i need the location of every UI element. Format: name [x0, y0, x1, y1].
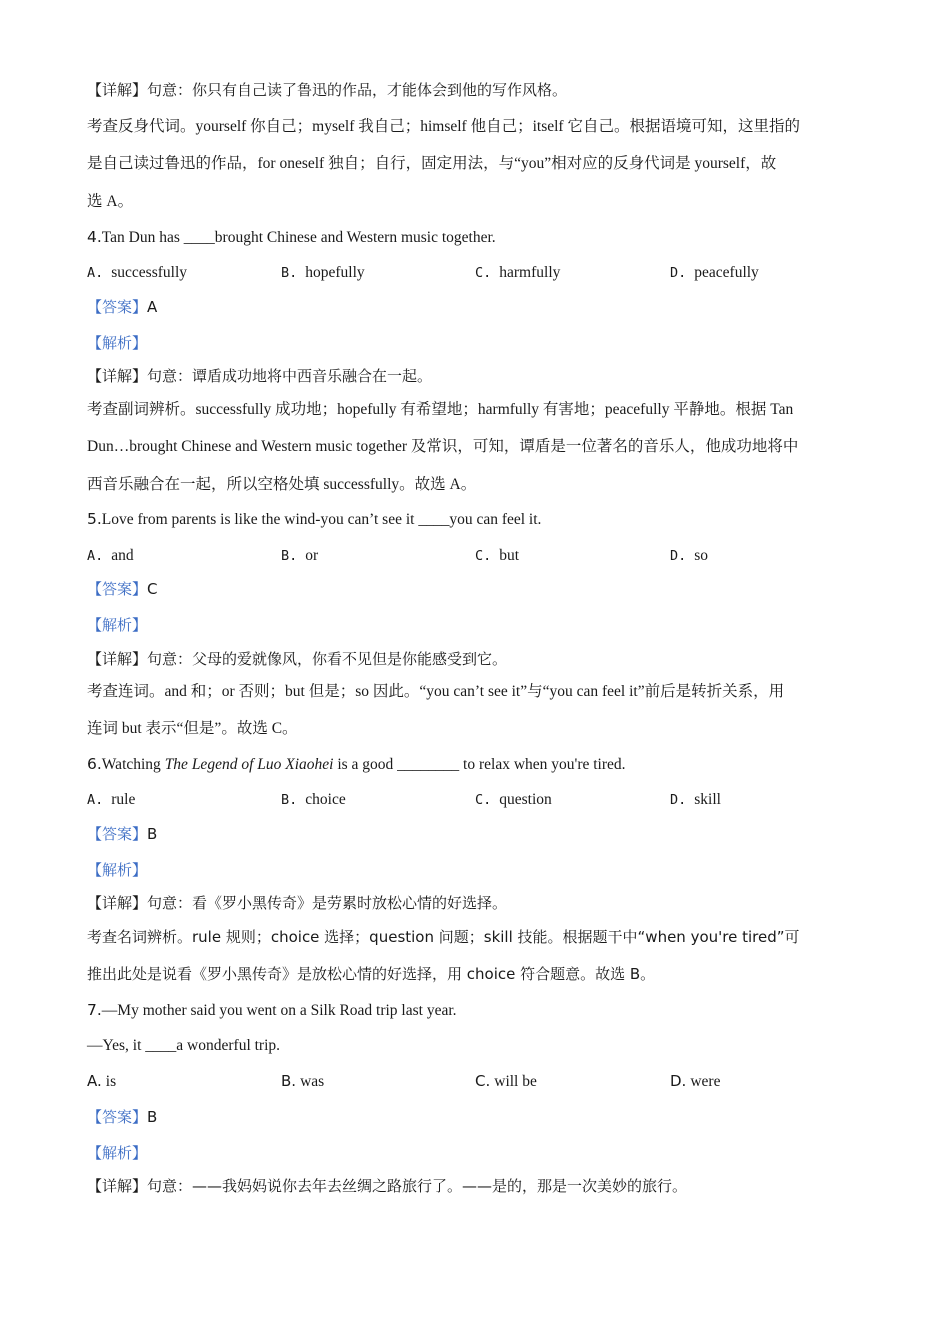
- q4-analysis-line-2: Dun…brought Chinese and Western music together 及常识，可知，谭盾是一位著名的音乐人，他成功地将中: [87, 438, 799, 455]
- answer-label: 【答案】: [87, 1108, 148, 1126]
- option-a: A. and: [87, 547, 134, 564]
- detail-label: 【详解】: [87, 367, 148, 385]
- q6-stem: [87, 753, 867, 776]
- detail-text: 句意：你只有自己读了鲁迅的作品，才能体会到他的写作风格。: [147, 81, 568, 99]
- q6-options: [87, 789, 867, 811]
- option-d: D. skill: [670, 791, 721, 808]
- q7-answer: [87, 1106, 867, 1128]
- q6-detail: [87, 892, 867, 914]
- option-c: C. question: [475, 791, 552, 808]
- detail-label: 【详解】: [87, 81, 148, 99]
- detail-label: 【详解】: [87, 650, 148, 668]
- q7-detail: [87, 1175, 867, 1197]
- option-d: D. peacefully: [670, 264, 759, 281]
- question-text-pre: Watching: [101, 756, 165, 773]
- answer-label: 【答案】: [87, 580, 148, 598]
- q6-analysis-line-2: 推出此处是说看《罗小黑传奇》是放松心情的好选择，用 choice 符合题意。故选 B。: [87, 965, 656, 983]
- option-c: C. harmfully: [475, 264, 561, 281]
- q4-analysis-line-1: 考查副词辨析。successfully 成功地；hopefully 有希望地；harmfully 有害地；peacefully 平静地。根据 Tan: [87, 401, 794, 418]
- q3-analysis-line-2: 是自己读过鲁迅的作品，for oneself 独自；自行，固定用法，与“you”相对应的反身代词是 yourself，故: [87, 155, 777, 172]
- option-c: C. will be: [475, 1072, 537, 1090]
- q5-analysis-line-1: 考查连词。and 和；or 否则；but 但是；so 因此。“you can’t see it”与“you can feel it”前后是转折关系，用: [87, 683, 785, 700]
- answer-value: B: [147, 825, 158, 843]
- question-text: —My mother said you went on a Silk Road trip last year.: [101, 1002, 457, 1019]
- detail-label: 【详解】: [87, 894, 148, 912]
- q4-options: [87, 262, 867, 284]
- answer-label: 【答案】: [87, 298, 148, 316]
- detail-text: 句意：谭盾成功地将中西音乐融合在一起。: [147, 367, 433, 385]
- detail-label: 【详解】: [87, 1177, 148, 1195]
- q3-analysis-line-3: 选 A。: [87, 193, 134, 210]
- option-b: B. hopefully: [281, 264, 365, 281]
- q6-answer: [87, 823, 867, 845]
- q5-answer: [87, 578, 867, 600]
- option-d: D. so: [670, 547, 709, 564]
- movie-title: The Legend of Luo Xiaohei: [164, 756, 334, 773]
- question-number: 7.: [87, 1001, 102, 1019]
- detail-text: 句意：看《罗小黑传奇》是劳累时放松心情的好选择。: [147, 894, 508, 912]
- question-number: 5.: [87, 510, 102, 528]
- question-text: Tan Dun has ____brought Chinese and Western music together.: [101, 229, 496, 246]
- q6-analysis-label: 【解析】: [87, 861, 148, 879]
- answer-value: A: [147, 298, 158, 316]
- answer-value: C: [147, 580, 158, 598]
- q5-stem: [87, 508, 867, 531]
- q4-stem: [87, 226, 867, 249]
- option-c: C. but: [475, 547, 520, 564]
- question-number: 6.: [87, 755, 102, 773]
- q7-options: [87, 1070, 867, 1092]
- question-text-post: is a good ________ to relax when you're tired.: [333, 756, 626, 773]
- q4-answer: [87, 296, 867, 318]
- question-text: Love from parents is like the wind-you can’t see it ____you can feel it.: [101, 511, 542, 528]
- q7-stem-line-1: [87, 999, 867, 1022]
- detail-text: 句意：——我妈妈说你去年去丝绸之路旅行了。——是的，那是一次美妙的旅行。: [147, 1177, 688, 1195]
- question-number: 4.: [87, 228, 102, 246]
- q5-options: [87, 545, 867, 567]
- q7-stem-line-2: —Yes, it ____a wonderful trip.: [87, 1037, 281, 1054]
- answer-label: 【答案】: [87, 825, 148, 843]
- q3-analysis-line-1: 考查反身代词。yourself 你自己；myself 我自己；himself 他自己；itself 它自己。根据语境可知，这里指的: [87, 118, 800, 135]
- option-b: B. choice: [281, 791, 346, 808]
- answer-value: B: [147, 1108, 158, 1126]
- option-a: A. successfully: [87, 264, 188, 281]
- q3-detail: [87, 79, 867, 101]
- q5-analysis-line-2: 连词 but 表示“但是”。故选 C。: [87, 720, 298, 737]
- q5-detail: [87, 648, 867, 670]
- option-d: D. were: [670, 1072, 721, 1090]
- detail-text: 句意：父母的爱就像风，你看不见但是你能感受到它。: [147, 650, 508, 668]
- q7-analysis-label: 【解析】: [87, 1144, 148, 1162]
- option-a: A. rule: [87, 791, 136, 808]
- q4-detail: [87, 365, 867, 387]
- option-a: A. is: [87, 1072, 117, 1090]
- option-b: B. or: [281, 547, 319, 564]
- q5-analysis-label: 【解析】: [87, 616, 148, 634]
- q6-analysis-line-1: 考查名词辨析。rule 规则；choice 选择；question 问题；skill 技能。根据题干中“when you're tired”可: [87, 928, 800, 946]
- q4-analysis-line-3: 西音乐融合在一起，所以空格处填 successfully。故选 A。: [87, 476, 477, 493]
- q4-analysis-label: 【解析】: [87, 334, 148, 352]
- option-b: B. was: [281, 1072, 325, 1090]
